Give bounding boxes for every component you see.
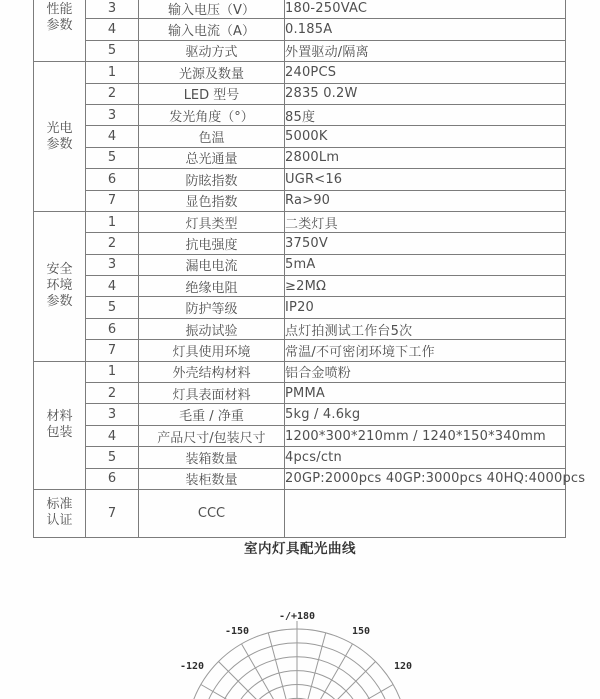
row-number-cell: 1 xyxy=(86,211,139,232)
row-number-cell: 4 xyxy=(86,126,139,147)
param-value-cell: 3750V xyxy=(285,233,566,254)
table-row xyxy=(34,211,566,232)
param-name-cell: 防护等级 xyxy=(139,297,285,318)
row-number-cell: 3 xyxy=(86,104,139,125)
category-cell: 性能 参数 xyxy=(34,0,86,62)
param-value-cell: 5kg / 4.6kg xyxy=(285,404,566,425)
param-value-cell: UGR<16 xyxy=(285,169,566,190)
param-name-cell: LED 型号 xyxy=(139,83,285,104)
param-name-cell: 装箱数量 xyxy=(139,447,285,468)
table-row xyxy=(34,361,566,382)
param-value-cell: 5000K xyxy=(285,126,566,147)
param-name-cell: 输入电流（A） xyxy=(139,19,285,40)
row-number-cell: 3 xyxy=(86,254,139,275)
param-name-cell: 灯具表面材料 xyxy=(139,383,285,404)
category-cell: 安全 环境 参数 xyxy=(34,211,86,361)
table-row xyxy=(34,0,566,19)
row-number-cell: 5 xyxy=(86,40,139,61)
row-number-cell: 5 xyxy=(86,447,139,468)
row-number-cell: 2 xyxy=(86,83,139,104)
row-number-cell: 1 xyxy=(86,361,139,382)
param-value-cell: Ra>90 xyxy=(285,190,566,211)
table-row xyxy=(34,126,566,147)
table-row xyxy=(34,425,566,446)
param-name-cell: CCC xyxy=(139,489,285,537)
table-row xyxy=(34,233,566,254)
table-row xyxy=(34,19,566,40)
table-row xyxy=(34,62,566,83)
table-row xyxy=(34,276,566,297)
param-value-cell: 240PCS xyxy=(285,62,566,83)
row-number-cell: 4 xyxy=(86,276,139,297)
param-value-cell: 85度 xyxy=(285,104,566,125)
param-name-cell: 发光角度（°） xyxy=(139,104,285,125)
row-number-cell: 7 xyxy=(86,489,139,537)
row-number-cell: 7 xyxy=(86,190,139,211)
table-row xyxy=(34,340,566,361)
row-number-cell: 6 xyxy=(86,169,139,190)
spec-table-body xyxy=(34,0,586,537)
param-value-cell: ≥2MΩ xyxy=(285,276,566,297)
table-row xyxy=(34,40,566,61)
spec-table xyxy=(33,0,586,538)
table-row xyxy=(34,147,566,168)
param-name-cell: 灯具使用环境 xyxy=(139,340,285,361)
angle-label-180: -/+180 xyxy=(278,611,316,622)
row-number-cell: 4 xyxy=(86,425,139,446)
table-row xyxy=(34,468,566,489)
param-value-cell: 4pcs/ctn xyxy=(285,447,566,468)
table-row xyxy=(34,447,566,468)
param-value-cell: 外置驱动/隔离 xyxy=(285,40,566,61)
param-name-cell: 灯具类型 xyxy=(139,211,285,232)
param-value-cell: 点灯拍测试工作台5次 xyxy=(285,318,566,339)
param-value-cell: 2835 0.2W xyxy=(285,83,566,104)
param-value-cell: 0.185A xyxy=(285,19,566,40)
param-value-cell: 180-250VAC xyxy=(285,0,566,19)
table-row xyxy=(34,83,566,104)
param-name-cell: 绝缘电阻 xyxy=(139,276,285,297)
param-name-cell: 抗电强度 xyxy=(139,233,285,254)
angle-label-minus-150: -150 xyxy=(224,626,250,637)
param-value-cell: 1200*300*210mm / 1240*150*340mm xyxy=(285,425,566,446)
table-row xyxy=(34,190,566,211)
param-name-cell: 装柜数量 xyxy=(139,468,285,489)
angle-label-plus-150: 150 xyxy=(351,626,371,637)
row-number-cell: 1 xyxy=(86,62,139,83)
row-number-cell: 6 xyxy=(86,318,139,339)
angle-label-plus-120: 120 xyxy=(393,661,413,672)
table-row xyxy=(34,318,566,339)
row-number-cell: 3 xyxy=(86,0,139,19)
param-name-cell: 驱动方式 xyxy=(139,40,285,61)
table-row xyxy=(34,489,566,537)
table-row xyxy=(34,254,566,275)
param-value-cell: 5mA xyxy=(285,254,566,275)
param-name-cell: 光源及数量 xyxy=(139,62,285,83)
param-name-cell: 输入电压（V） xyxy=(139,0,285,19)
category-cell: 材料 包装 xyxy=(34,361,86,489)
param-name-cell: 产品尺寸/包装尺寸 xyxy=(139,425,285,446)
row-number-cell: 6 xyxy=(86,468,139,489)
row-number-cell: 2 xyxy=(86,383,139,404)
param-value-cell: 2800Lm xyxy=(285,147,566,168)
row-number-cell: 5 xyxy=(86,147,139,168)
param-value-cell: IP20 xyxy=(285,297,566,318)
param-value-cell: 铝合金喷粉 xyxy=(285,361,566,382)
param-name-cell: 振动试验 xyxy=(139,318,285,339)
param-name-cell: 总光通量 xyxy=(139,147,285,168)
row-number-cell: 2 xyxy=(86,233,139,254)
category-cell: 光电 参数 xyxy=(34,62,86,212)
param-value-cell xyxy=(285,489,566,537)
param-name-cell: 毛重 / 净重 xyxy=(139,404,285,425)
table-row xyxy=(34,383,566,404)
table-row xyxy=(34,297,566,318)
category-cell: 标准 认证 xyxy=(34,489,86,537)
table-row xyxy=(34,169,566,190)
row-number-cell: 5 xyxy=(86,297,139,318)
param-name-cell: 漏电电流 xyxy=(139,254,285,275)
param-name-cell: 色温 xyxy=(139,126,285,147)
row-number-cell: 7 xyxy=(86,340,139,361)
table-row xyxy=(34,404,566,425)
param-value-cell: 二类灯具 xyxy=(285,211,566,232)
row-number-cell: 4 xyxy=(86,19,139,40)
param-name-cell: 防眩指数 xyxy=(139,169,285,190)
chart-title: 室内灯具配光曲线 xyxy=(244,541,356,557)
param-value-cell: 常温/不可密闭环境下工作 xyxy=(285,340,566,361)
row-number-cell: 3 xyxy=(86,404,139,425)
param-value-cell: PMMA xyxy=(285,383,566,404)
param-name-cell: 外壳结构材料 xyxy=(139,361,285,382)
param-value-cell: 20GP:2000pcs 40GP:3000pcs 40HQ:4000pcs xyxy=(285,468,566,489)
table-row xyxy=(34,104,566,125)
angle-label-minus-120: -120 xyxy=(179,661,205,672)
param-name-cell: 显色指数 xyxy=(139,190,285,211)
